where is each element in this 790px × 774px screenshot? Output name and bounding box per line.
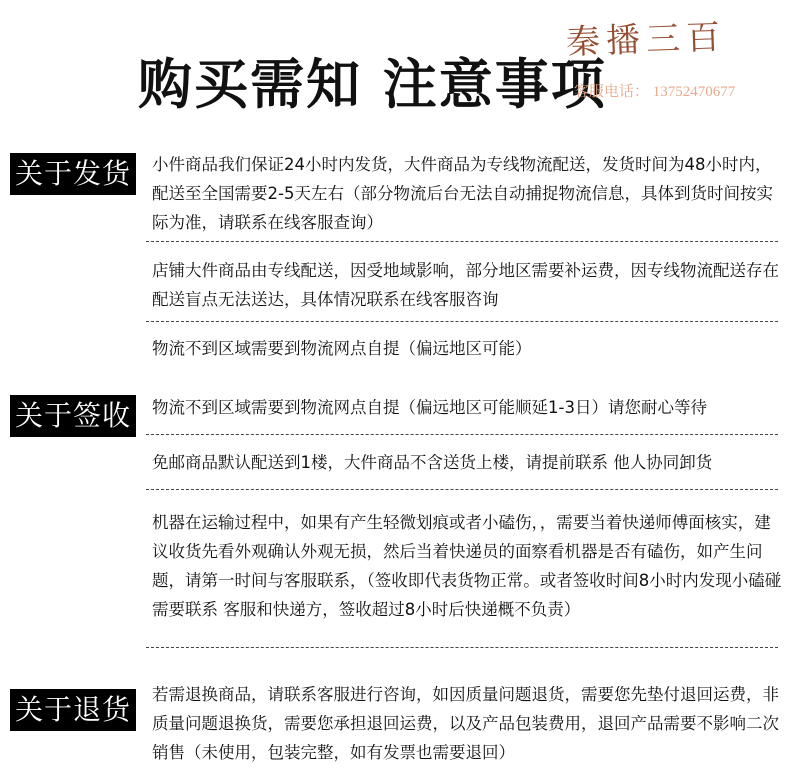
- divider: [146, 321, 778, 322]
- brand-logo: 秦播三百: [565, 17, 727, 63]
- divider: [146, 241, 778, 242]
- receiving-paragraph-2: 免邮商品默认配送到1楼，大件商品不含送货上楼，请提前联系 他人协同卸货: [152, 453, 713, 472]
- shipping-paragraph-2: 店铺大件商品由专线配送，因受地域影响，部分地区需要补运费，因专线物流配送存在配送盲点无法送达，具体情况联系在线客服咨询: [152, 261, 779, 309]
- section-tag-receiving: 关于签收: [10, 395, 136, 437]
- section-tag-returns: 关于退货: [10, 689, 136, 731]
- section-tag-shipping: 关于发货: [10, 153, 136, 195]
- divider: [146, 489, 778, 490]
- page-title: 购买需知 注意事项: [138, 53, 607, 116]
- divider: [146, 434, 778, 435]
- contact-phone: 客服电话： 13752470677: [574, 84, 736, 100]
- receiving-paragraph-1: 物流不到区域需要到物流网点自提（偏远地区可能顺延1-3日）请您耐心等待: [152, 398, 707, 417]
- shipping-paragraph-1: 小件商品我们保证24小时内发货，大件商品为专线物流配送，发货时间为48小时内，配送至全国需要2-5天左右（部分物流后台无法自动捕捉物流信息，具体到货时间按实际为准，请联系在线客服查询）: [152, 155, 773, 232]
- divider: [146, 647, 778, 648]
- returns-paragraph-1: 若需退换商品，请联系客服进行咨询，如因质量问题退货，需要您先垫付退回运费，非质量问题退换货，需要您承担退回运费，以及产品包装费用，退回产品需要不影响二次销售（未使用，包装完整，如有发票也需要退回）: [152, 685, 779, 762]
- shipping-paragraph-3: 物流不到区域需要到物流网点自提（偏远地区可能）: [152, 339, 532, 358]
- receiving-paragraph-3: 机器在运输过程中，如果有产生轻微划痕或者小磕伤，，需要当着快递师傅面核实，建议收货先看外观确认外观无损，然后当着快递员的面察看机器是否有磕伤，如产生问题，请第一时间与客服联系，（签收即代表货物正常。或者签收时间8小时内发现小磕碰需要联系 客服和快递方，签收超过8小时后快递概不负责）: [152, 513, 782, 619]
